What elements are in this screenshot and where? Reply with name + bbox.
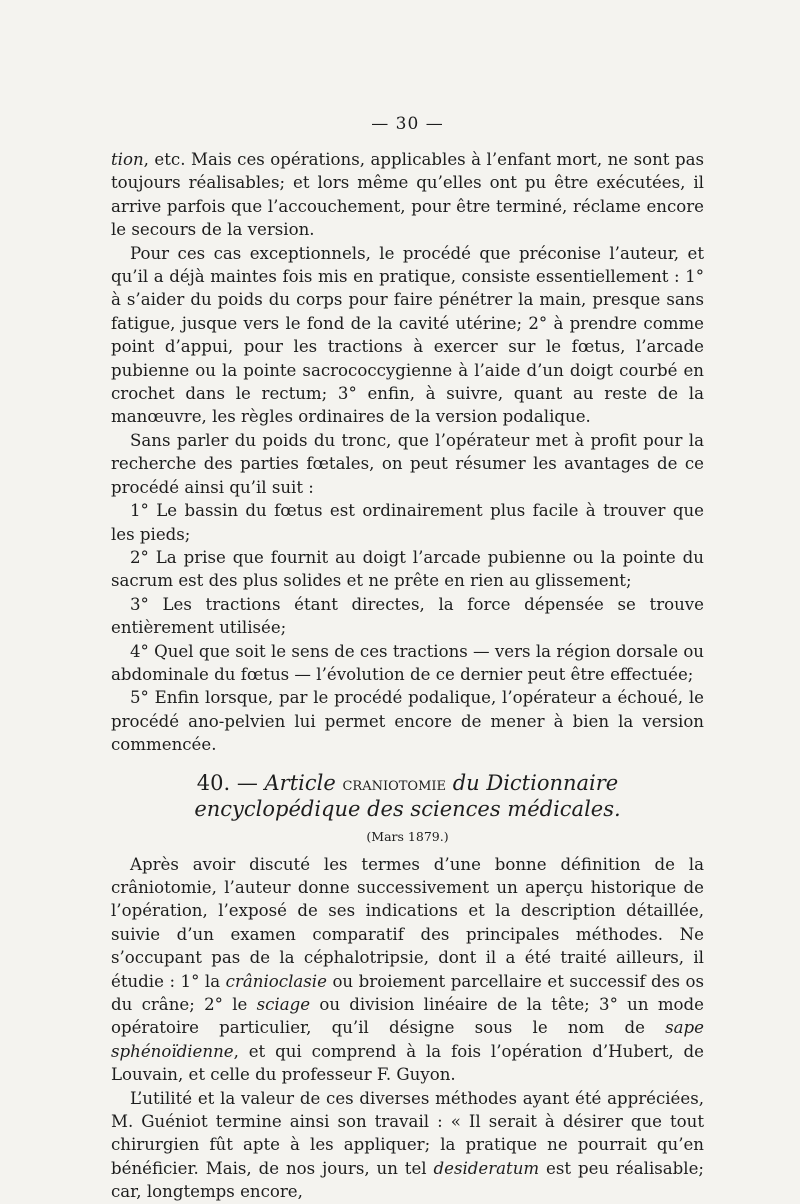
section-title-part: du Dictionnaire encyclopédique des sciences médicales. [194, 770, 621, 821]
list-item-1: 1° Le bassin du fœtus est ordinairement plus facile à trouver que les pieds; [111, 501, 704, 544]
paragraph-continuation [111, 148, 704, 242]
paragraph-craniotomy [111, 853, 704, 1087]
list-item-4: 4° Quel que soit le sens de ces tractions — vers la région dorsale ou abdominale du fœtus — l’évolution de ce dernier peut être effectuée; [111, 641, 704, 684]
list-item-2: 2° La prise que fournit au doigt l’arcade pubienne ou la pointe du sacrum est des plus solides et ne prête en rien au glissement; [111, 547, 704, 591]
date-line: (Mars 1879.) [366, 828, 449, 844]
paragraph-text: , et qui comprend à la fois l’opération d’Hubert, de Louvain, et celle du professeur F. Guyon. [111, 1041, 704, 1085]
paragraph-text: , etc. Mais ces opérations, applicables à l’enfant mort, ne sont pas toujours réalisables; et lors même qu’elles ont pu être exécutées, il arrive parfois que l’accouchement, pour être terminé, réclame encore le secours de la version. [111, 150, 704, 240]
paragraph-text: L’utilité et la valeur de ces diverses méthodes ayant été appréciées, M. Guéniot termine ainsi son travail : « Il serait à désirer que tout chirurgien fût apte à les appliquer; la pratique ne pourrait qu’en bénéficier. Mais, de nos jours, un tel [111, 1088, 704, 1178]
paragraph-procedure: Pour ces cas exceptionnels, le procédé que préconise l’auteur, et qu’il a déjà maintes fois mis en pratique, consiste essentiellement : 1° à s’aider du poids du corps pour faire pénétrer la main, presque sans fatigue, jusque vers le fond de la cavité utérine; 2° à prendre comme point d’appui, pour les tractions à exercer sur le fœtus, l’arcade pubienne ou la pointe sacrococcygienne à l’aide d’un doigt courbé en crochet dans le rectum; 3° enfin, à suivre, quant au reste de la manœuvre, les règles ordinaires de la version podalique. [111, 243, 704, 427]
paragraph-text: ou division linéaire de la tête; 3° un mode opératoire particulier, qu’il désigne sous le nom de [111, 995, 704, 1038]
italic-term: desideratum [433, 1158, 540, 1178]
paragraph-advantages-intro: Sans parler du poids du tronc, que l’opérateur met à profit pour la recherche des parties fœtales, on peut résumer les avantages de ce procédé ainsi qu’il suit : [111, 430, 704, 497]
italic-word: tion [111, 150, 144, 169]
paragraph-text: est peu réalisable; car, longtemps encore, [111, 1158, 705, 1202]
italic-term: crânioclasie [225, 971, 327, 991]
paragraph-text: Après avoir discuté les termes d’une bonne définition de la crâniotomie, l’auteur donne successivement un aperçu historique de l’opération, l’exposé de ses indications et la description détaillée, suivie d’un examen comparatif des principales méthodes. Ne s’occupant pas de la céphalotripsie, dont il a été traité ailleurs, il étudie : 1° la [111, 854, 704, 991]
list-item-5: 5° Enfin lorsque, par le procédé podalique, l’opérateur a échoué, le procédé ano-pelvien lui permet encore de mener à bien la version commencée. [111, 688, 704, 755]
section-title-keyword: craniotomie [342, 773, 447, 795]
paragraph-conclusion [111, 1087, 704, 1204]
list-item-3: 3° Les tractions étant directes, la force dépensée se trouve entièrement utilisée; [111, 594, 704, 638]
italic-term: sape sphénoïdienne [111, 1018, 704, 1061]
section-heading [111, 771, 704, 821]
section-number: 40. — [196, 770, 258, 795]
section-title-part: Article [264, 770, 336, 795]
paragraph-text: ou broiement parcellaire et successif des os du crâne; 2° le [111, 971, 705, 1014]
page-number: — 30 — [371, 114, 444, 134]
italic-term: sciage [256, 995, 311, 1014]
